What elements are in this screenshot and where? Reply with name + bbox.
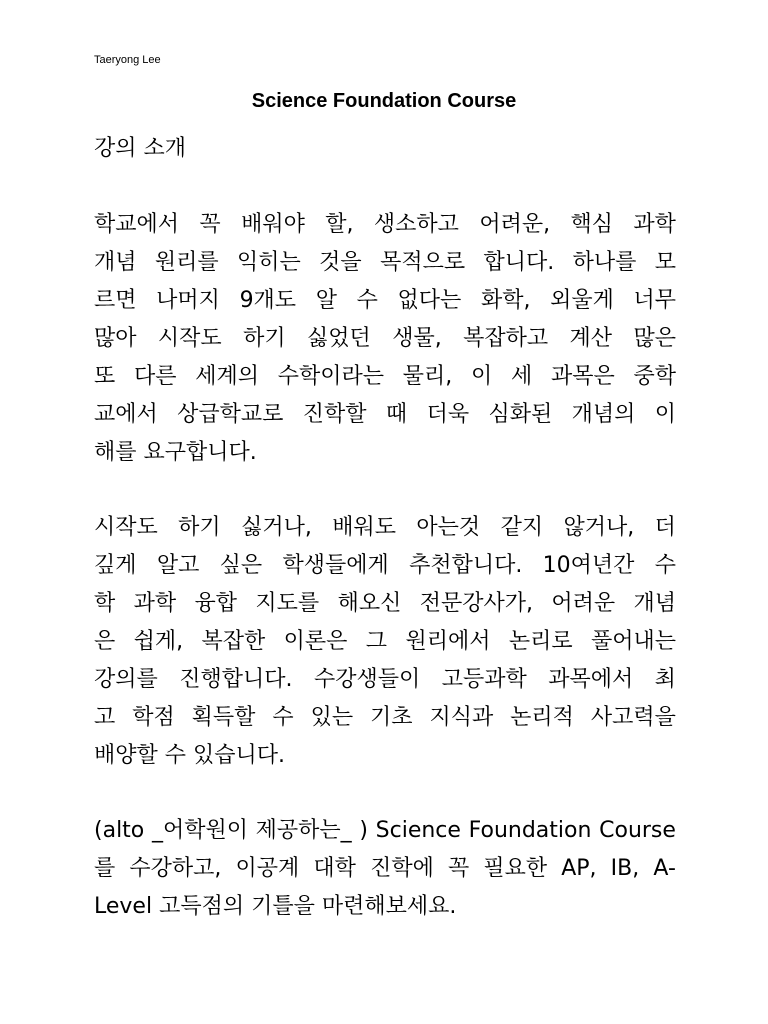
word: 목적으로 — [380, 250, 466, 275]
word: 핵심 — [570, 212, 614, 237]
word: Foundation — [468, 818, 592, 843]
word: 많은 — [633, 326, 676, 351]
paragraph-line — [94, 320, 676, 358]
word: 수 — [356, 288, 378, 313]
word: 더 — [654, 515, 676, 540]
word: 9개도 — [239, 288, 297, 313]
paragraph-line — [94, 623, 676, 661]
word: IB, — [610, 856, 640, 881]
word: 복잡한 — [201, 629, 266, 654]
word: 다른 — [134, 364, 177, 389]
word: 이 — [470, 364, 493, 389]
word: ) — [359, 818, 368, 843]
word: 제공하는_ — [255, 818, 352, 843]
word: (alto — [94, 818, 145, 843]
word: 고 — [94, 705, 116, 730]
word: 이 — [654, 402, 676, 427]
word: 기초 — [370, 705, 413, 730]
word: 마련해보세요. — [321, 894, 457, 919]
paragraph-line — [94, 509, 676, 547]
word: 않거나, — [563, 515, 635, 540]
paragraph-line — [94, 547, 676, 585]
paragraph-line — [94, 737, 676, 775]
word: 논리적 — [510, 705, 574, 730]
word: 진학에 — [370, 856, 434, 881]
word: 과학 — [633, 212, 676, 237]
word: 싫거나, — [241, 515, 312, 540]
word: 많아 — [94, 326, 137, 351]
word: 진학할 — [302, 402, 367, 427]
author-name: Taeryong Lee — [94, 54, 161, 66]
word: 것을 — [319, 250, 362, 275]
word: 획득할 — [191, 705, 256, 730]
word: 를 — [94, 856, 116, 881]
paragraph-line — [94, 282, 676, 320]
word: 나머지 — [156, 288, 220, 313]
word: 세 — [510, 364, 533, 389]
word: 깊게 — [94, 553, 137, 578]
word: 익히는 — [237, 250, 301, 275]
word: 전문강사가, — [419, 591, 533, 616]
word: 원리에서 — [405, 629, 491, 654]
word: 꼭 — [447, 856, 470, 881]
word: 어려운, — [479, 212, 551, 237]
word: 그 — [365, 629, 388, 654]
word: 과목에서 — [548, 667, 634, 692]
word: 복잡하고 — [463, 326, 549, 351]
word: 수학이라는 — [277, 364, 385, 389]
paragraph-recommendation — [94, 509, 676, 775]
word: 학점 — [132, 705, 175, 730]
word: 추천합니다. — [409, 553, 523, 578]
word: 하기 — [243, 326, 286, 351]
word: 해를 — [94, 440, 137, 465]
word: 알고 — [156, 553, 200, 578]
word: 은 — [94, 629, 116, 654]
word: 또 — [94, 364, 116, 389]
word: 학교에서 — [94, 212, 180, 237]
paragraph-line — [94, 206, 676, 244]
word: 수강하고, — [129, 856, 222, 881]
word: 교에서 — [94, 402, 158, 427]
word: 기틀을 — [251, 894, 315, 919]
word: 할, — [325, 212, 354, 237]
word: 대학 — [313, 856, 356, 881]
word: 화학, — [480, 288, 531, 313]
section-heading: 강의 소개 — [94, 136, 187, 161]
word: 배양할 — [94, 743, 158, 768]
paragraph-line — [94, 699, 676, 737]
word: 지식과 — [429, 705, 494, 730]
word: 지도를 — [255, 591, 320, 616]
word: 과학 — [133, 591, 177, 616]
word: 물리, — [402, 364, 453, 389]
word: 10여년간 — [542, 553, 635, 578]
word: 하기 — [178, 515, 221, 540]
word: 요구합니다. — [143, 440, 257, 465]
word: 사고력을 — [590, 705, 676, 730]
word: Level — [94, 894, 153, 919]
word: 강의를 — [94, 667, 158, 692]
word: 시작도 — [157, 326, 222, 351]
word: Course — [599, 818, 676, 843]
word: 있습니다. — [193, 743, 286, 768]
word: 해오신 — [337, 591, 402, 616]
word: 계산 — [569, 326, 613, 351]
word: 없다는 — [397, 288, 462, 313]
paragraph-line — [94, 585, 676, 623]
word: 어려운 — [551, 591, 616, 616]
paragraph-line — [94, 850, 676, 888]
word: 개념 — [633, 591, 676, 616]
word: 논리로 — [508, 629, 573, 654]
word: 르면 — [94, 288, 137, 313]
paragraph-line — [94, 888, 676, 926]
word: 수 — [164, 743, 187, 768]
word: 싶은 — [219, 553, 263, 578]
paragraph-line — [94, 358, 676, 396]
word: 수 — [272, 705, 294, 730]
word: 개념 — [94, 250, 137, 275]
word: 외울게 — [550, 288, 614, 313]
document-title: Science Foundation Course — [251, 90, 517, 112]
word: 학생들에게 — [282, 553, 389, 578]
word: 하나를 — [572, 250, 637, 275]
paragraph-line — [94, 661, 676, 699]
word: 때 — [385, 402, 408, 427]
paragraph-line — [94, 396, 676, 434]
word: 배워도 — [332, 515, 397, 540]
word: 필요한 — [483, 856, 548, 881]
paragraph-line — [94, 812, 676, 850]
word: 있는 — [310, 705, 354, 730]
paragraph-line — [94, 434, 676, 472]
word: 상급학교로 — [177, 402, 284, 427]
word: 이론은 — [283, 629, 348, 654]
paragraph-call-to-action — [94, 812, 676, 926]
word: 너무 — [633, 288, 676, 313]
word: 진행합니다. — [179, 667, 293, 692]
word: Science — [375, 818, 461, 843]
word: 시작도 — [94, 515, 158, 540]
word: 고득점의 — [159, 894, 245, 919]
word: 수강생들이 — [313, 667, 421, 692]
paragraph-line — [94, 244, 676, 282]
word: 이공계 — [235, 856, 300, 881]
word: A- — [653, 856, 676, 881]
word: 쉽게, — [133, 629, 184, 654]
word: 합니다. — [483, 250, 555, 275]
word: AP, — [561, 856, 597, 881]
word: 과목은 — [550, 364, 615, 389]
word: 생소하고 — [373, 212, 459, 237]
word: 세계의 — [195, 364, 260, 389]
word: 최 — [654, 667, 676, 692]
word: 알 — [315, 288, 337, 313]
word: 융합 — [194, 591, 238, 616]
word: 모 — [654, 250, 676, 275]
word: 심화된 — [488, 402, 553, 427]
word: 꼭 — [199, 212, 221, 237]
word: 배워야 — [241, 212, 305, 237]
word: 같지 — [500, 515, 544, 540]
word: _어학원이 — [151, 818, 248, 843]
word: 고등과학 — [441, 667, 527, 692]
word: 더욱 — [426, 402, 470, 427]
word: 개념의 — [571, 402, 636, 427]
word: 중학 — [633, 364, 676, 389]
word: 아는것 — [416, 515, 481, 540]
paragraph-intro — [94, 206, 676, 472]
word: 풀어내는 — [590, 629, 676, 654]
word: 싫었던 — [307, 326, 371, 351]
word: 학 — [94, 591, 116, 616]
word: 원리를 — [154, 250, 219, 275]
word: 수 — [654, 553, 676, 578]
word: 생물, — [392, 326, 442, 351]
